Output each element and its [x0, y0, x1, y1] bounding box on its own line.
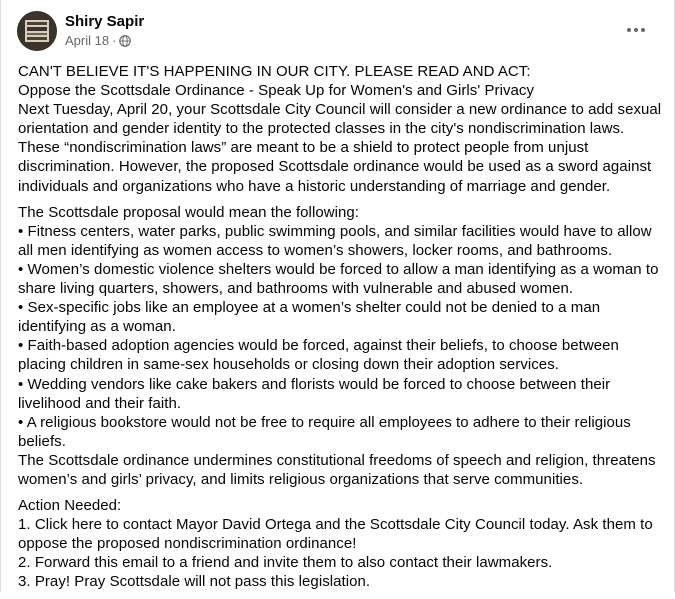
post-line: CAN'T BELIEVE IT'S HAPPENING IN OUR CITY. PLEASE READ AND ACT: [18, 63, 531, 80]
post-meta [65, 12, 144, 49]
post-line: • Women’s domestic violence shelters would be forced to allow a man identifying as a woman to share living quarters, showers, and bathrooms with vulnerable and abused women. [18, 260, 659, 298]
post-line: The Scottsdale ordinance undermines constitutional freedoms of speech and religion, threatens women’s and girls’ privacy, and limits religious organizations that serve communities. [18, 451, 656, 488]
post-paragraph [18, 62, 666, 196]
globe-icon[interactable] [119, 35, 131, 47]
post-line: • Sex-specific jobs like an employee at a women’s shelter could not be denied to a man identifying as a woman. [18, 299, 601, 336]
post-paragraph [18, 203, 666, 489]
separator-dot: · [112, 33, 117, 48]
post-line: The Scottsdale proposal would mean the following: [18, 203, 359, 221]
post-body [18, 62, 666, 599]
post-line: Action Needed: [18, 497, 122, 515]
post-paragraph [18, 496, 666, 591]
post-line: • A religious bookstore would not be free to require all employees to adhere to their religious beliefs. [18, 413, 631, 450]
post-line: 3. Pray! Pray Scottsdale will not pass this legislation. [18, 573, 371, 591]
more-dot [627, 28, 631, 32]
post-header [17, 11, 144, 51]
post-date[interactable]: April 18 [65, 33, 110, 48]
post-subline [65, 32, 144, 49]
page-logo-icon[interactable] [17, 11, 57, 51]
post-line: • Faith-based adoption agencies would be forced, against their beliefs, to choose between placing children in same-sex households or closing down their adoption services. [18, 337, 619, 374]
more-options-button[interactable] [618, 18, 654, 42]
post-line: Next Tuesday, April 20, your Scottsdale City Council will consider a new ordinance to add sexual orientation and gender identity to the protected classes in the city's nondiscrimination laws. These “nondiscrimination laws” are meant to be a shield to protect people from unjust discrimination. However, the proposed Scottsdale ordinance would be used as a sword against individuals and organizations who have a historic understanding of marriage and gender. [18, 101, 662, 195]
author-name[interactable]: Shiry Sapir [65, 13, 145, 30]
post-line: 2. Forward this email to a friend and invite them to also contact their lawmakers. [18, 554, 553, 572]
post-line: • Fitness centers, water parks, public swimming pools, and similar facilities would have to allow all men identifying as women access to women’s showers, locker rooms, and bathrooms. [18, 222, 652, 259]
post-line: Oppose the Scottsdale Ordinance - Speak Up for Women's and Girls' Privacy [18, 82, 535, 100]
more-dot [634, 28, 638, 32]
post-line: 1. Click here to contact Mayor David Ortega and the Scottsdale City Council today. Ask them to oppose the proposed nondiscrimination ordinance! [18, 516, 653, 553]
post-line: • Wedding vendors like cake bakers and florists would be forced to choose between their livelihood and their faith. [18, 375, 611, 412]
more-dot [641, 28, 645, 32]
